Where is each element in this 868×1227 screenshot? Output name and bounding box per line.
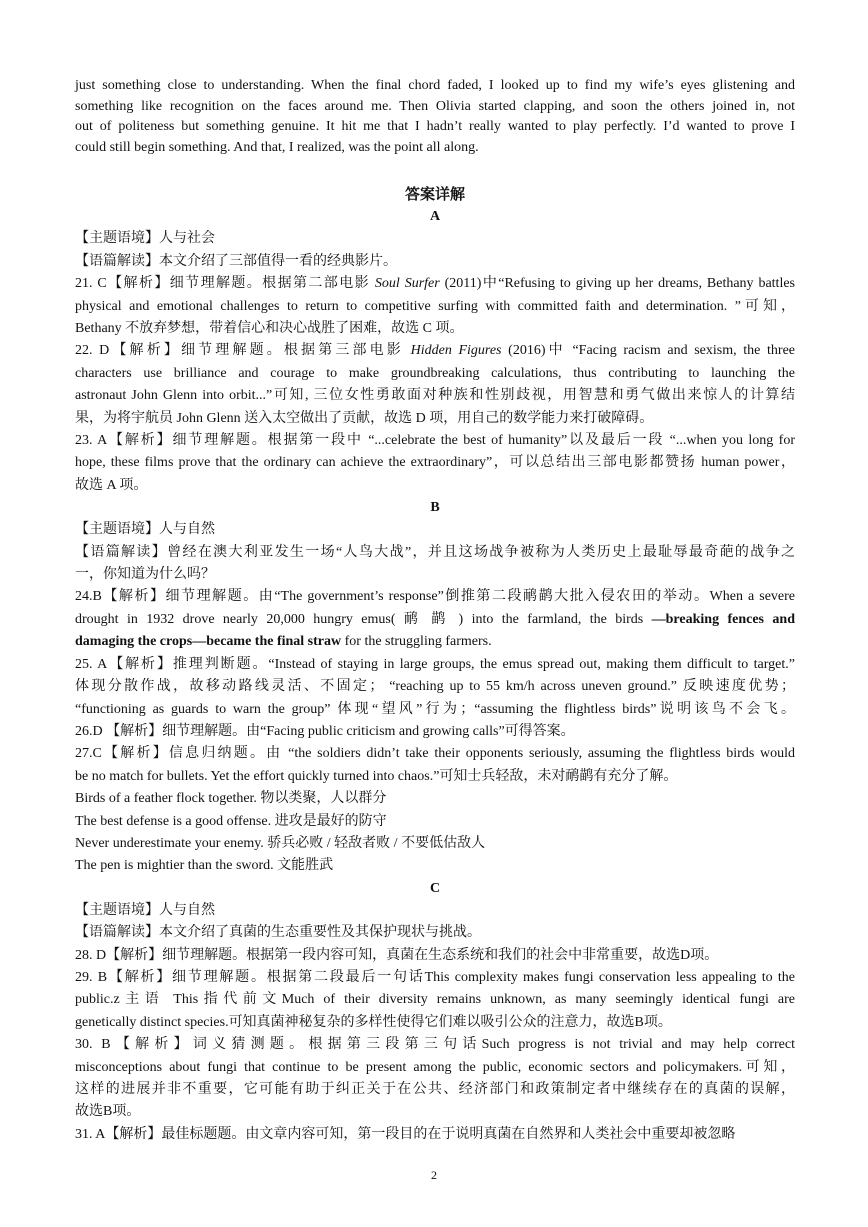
section-b-label: B bbox=[430, 500, 440, 516]
film-title: Hidden Figures bbox=[410, 343, 502, 359]
answer-31: 31. A【解析】最佳标题题。由文章内容可知，第一段目的在于说明真菌在自然界和人类社会中重要却被忽略 bbox=[75, 1126, 736, 1142]
proverb-list bbox=[75, 788, 795, 878]
answer-26: 26.D 【解析】细节理解题。由“Facing public criticism and growing calls”可得答案。 bbox=[75, 723, 575, 739]
proverb: Never underestimate your enemy. 骄兵必败 / 轻敌者败 / 不要低估敌人 bbox=[75, 835, 486, 851]
page-number: 2 bbox=[431, 1168, 437, 1182]
answer-24: 24.B【解析】细节理解题。由“The government’s response”倒推第二段鸸鹋大批入侵农田的举动。When a severe drought in 1932 drove nearly 20,000 hungry emus( 鸸 鹋 ) into the farmland, the birds —breaking fences and damaging the crops—became the final straw for the struggling farmers. bbox=[75, 589, 795, 650]
section-a-summary: 【语篇解读】本文介绍了三部值得一看的经典影片。 bbox=[75, 253, 397, 269]
proverb: The pen is mightier than the sword. 文能胜武 bbox=[75, 858, 334, 874]
film-title: Soul Surfer bbox=[374, 276, 440, 292]
document-page bbox=[75, 76, 795, 1146]
proverb: Birds of a feather flock together. 物以类聚，人以群分 bbox=[75, 791, 387, 807]
section-c-theme: 【主题语境】人与自然 bbox=[75, 902, 215, 918]
passage-line: something like recognition on the faces around me. Then Olivia started clapping, and soon the others joined in, not bbox=[75, 98, 795, 114]
answer-27: 27.C【解析】信息归纳题。由 “the soldiers didn’t take their opponents seriously, assuming the flightless birds would be no match for bullets. Yet the effort quickly turned into chaos.”可知士兵轻敌，未对鸸鹋有充分了解。 bbox=[75, 746, 795, 784]
passage-line: just something close to understanding. When the final chord faded, I looked up to find my wife’s eyes glistening and bbox=[75, 78, 795, 93]
section-b-summary: 【语篇解读】曾经在澳大利亚发生一场“人鸟大战”，并且这场战争被称为人类历史上最耻辱最奇葩的战争之 一，你知道为什么吗？ bbox=[75, 544, 795, 583]
section-a-label: A bbox=[429, 209, 441, 225]
section-c-label: C bbox=[429, 880, 441, 896]
answer-30: 30. B【解析】词义猜测题。根据第三段第三句话Such progress is not trivial and may help correct misconceptions about fungi that continue to be present among the public, economic sectors and policymakers.可知， 这样的进展并非不重要，它可能有助于纠正关于在公共、经济部门和政策制定者中继续存在的真菌的误解， 故选B项。 bbox=[75, 1037, 795, 1120]
passage-line: out of politeness but something genuine. It hit me that I hadn’t really wanted to play perfectly. I’d wanted to prove I bbox=[75, 119, 795, 135]
proverb: The best defense is a good offense. 进攻是最好的防守 bbox=[75, 813, 387, 829]
answer-21: 21. C【解析】细节理解题。根据第二部电影 Soul Surfer (2011)中“Refusing to giving up her dreams, Bethany battles physical and emotional challenges to return to competitive surfing with committed faith and determination. ”可知， Bethany 不放弃梦想，带着信心和决心战胜了困难，故选 C 项。 bbox=[75, 276, 795, 336]
answers-title: 答案详解 bbox=[404, 187, 465, 204]
answer-25: 25. A【解析】推理判断题。“Instead of staying in large groups, the emus spread out, making them difficult to target.” 体现分散作战，故移动路线灵活、不固定； “reaching up to 55 km/h across uneven ground.” 反映速度优势； “functioning as guards to warn the group” 体现“望风”行为；“assuming the flightless birds”说明该鸟不会飞。 bbox=[75, 656, 795, 717]
section-c-summary: 【语篇解读】本文介绍了真菌的生态重要性及其保护现状与挑战。 bbox=[75, 925, 481, 941]
passage-line: could still begin something. And that, I realized, was the point all along. bbox=[75, 139, 479, 155]
answer-23: 23. A【解析】细节理解题。根据第一段中 “...celebrate the best of humanity”以及最后一段 “...when you long for hope, these films prove that the ordinary can achieve the extraordinary”，可以总结出三部电影都赞扬 human power， 故选 A 项。 bbox=[75, 433, 795, 493]
section-a-theme: 【主题语境】人与社会 bbox=[75, 231, 215, 247]
passage-ending bbox=[75, 76, 795, 158]
section-b-theme: 【主题语境】人与自然 bbox=[75, 522, 215, 538]
answer-29: 29. B【解析】细节理解题。根据第二段最后一句话This complexity makes fungi conservation less appealing to the public.z主语 This指代前文Much of their diversity remains unknown, as many seemingly identical fungi are genetically distinct species.可知真菌神秘复杂的多样性使得它们难以吸引公众的注意力，故选B项。 bbox=[75, 969, 795, 1030]
answer-22: 22. D【解析】细节理解题。根据第三部电影 Hidden Figures (2016)中 “Facing racism and sexism, the three characters use brilliance and courage to make groundbreaking calculations, thus contributing to launching the astronaut John Glenn into orbit...”可知, 三位女性勇敢面对种族和性别歧视，用智慧和勇气做出来惊人的计算结 果，为将宇航员 John Glenn 送入太空做出了贡献，故选 D 项，用自己的数学能力来打破障碍。 bbox=[75, 343, 796, 426]
answer-28: 28. D【解析】细节理解题。根据第一段内容可知，真菌在生态系统和我们的社会中非常重要，故选D项。 bbox=[75, 947, 719, 963]
